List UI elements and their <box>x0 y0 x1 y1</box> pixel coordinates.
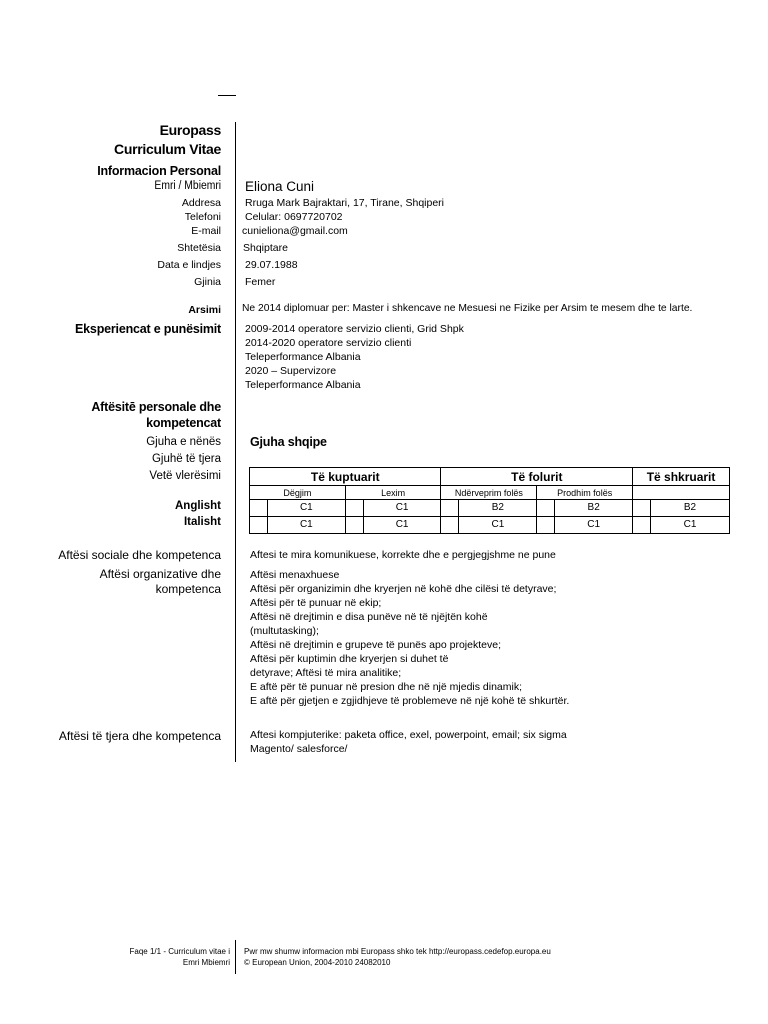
label-birthdate: Data e lindjes <box>157 259 221 271</box>
language-name: Italisht <box>183 516 221 528</box>
level-code-cell <box>345 517 363 534</box>
organizational-line: Aftësi për organizimin dhe kryerjen në kohë dhe cilësi të detyrave; <box>250 583 557 595</box>
level-cell: C1 <box>267 517 345 534</box>
level-cell: C1 <box>363 500 441 517</box>
language-name: Anglisht <box>175 500 221 512</box>
level-cell: C1 <box>267 500 345 517</box>
other-skills-line: Magento/ salesforce/ <box>250 743 348 755</box>
footer-page-info: Faqe 1/1 - Curriculum vitae i <box>129 947 230 956</box>
experience-line: 2014-2020 operatore servizio clienti <box>245 337 412 349</box>
value-social-skills: Aftesi te mira komunikuese, korrekte dhe e pergjegjshme ne pune <box>250 549 556 561</box>
level-code-cell <box>345 500 363 517</box>
organizational-line: Aftësi në drejtimin e grupeve të punës apo projekteve; <box>250 639 501 651</box>
header-understanding: Të kuptuarit <box>250 468 441 486</box>
subheader-reading: Lexim <box>345 486 441 500</box>
footer-right <box>244 947 551 968</box>
label-gender: Gjinia <box>194 276 221 288</box>
organizational-line: detyrave; Aftësi të mira analitike; <box>250 667 402 679</box>
label-citizenship: Shtetësia <box>177 242 221 254</box>
experience-line: Teleperformance Albania <box>245 379 361 391</box>
value-education: Ne 2014 diplomuar per: Master i shkencave ne Mesuesi ne Fizike per Arsim te mesem dhe te larte. <box>242 303 693 314</box>
subheader-interaction: Ndërveprim folës <box>441 486 537 500</box>
section-personal-info: Informacion Personal <box>97 164 221 178</box>
experience-line: 2009-2014 operatore servizio clienti, Grid Shpk <box>245 323 464 335</box>
experience-line: Teleperformance Albania <box>245 351 361 363</box>
label-social-skills: Aftësi sociale dhe kompetenca <box>58 548 221 562</box>
level-cell: B2 <box>651 500 730 517</box>
label-name: Emri / Mbiemri <box>154 180 221 192</box>
label-mother-tongue: Gjuha e nënës <box>146 436 221 448</box>
label-self-assessment: Vetë vlerësimi <box>149 470 221 482</box>
level-cell: C1 <box>651 517 730 534</box>
label-organizational: Aftësi organizative dhe <box>99 567 221 581</box>
experience-line: 2020 – Supervizore <box>245 365 337 377</box>
subheader-production: Prodhim folës <box>537 486 633 500</box>
value-birthdate: 29.07.1988 <box>245 259 298 271</box>
level-code-cell <box>537 517 555 534</box>
footer-left <box>130 947 230 968</box>
organizational-line: Aftësi për të punuar në ekip; <box>250 597 382 609</box>
other-skills-line: Aftesi kompjuterike: paketa office, exel, powerpoint, email; six sigma <box>250 729 567 741</box>
footer-name: Emri Mbiemri <box>182 957 230 967</box>
label-education: Arsimi <box>188 304 221 316</box>
organizational-line: Aftësi për kuptimin dhe kryerjen si duhet të <box>250 653 449 665</box>
level-code-cell <box>441 500 459 517</box>
table-row <box>250 517 730 534</box>
value-name: Eliona Cuni <box>245 179 315 194</box>
label-address: Addresa <box>181 197 221 209</box>
organizational-line: E aftë për të punuar në presion dhe në një mjedis dinamik; <box>250 681 523 693</box>
europass-title: Europass <box>159 122 221 138</box>
value-email[interactable]: cunieliona@gmail.com <box>242 225 348 237</box>
level-code-cell <box>633 500 651 517</box>
level-cell: C1 <box>555 517 633 534</box>
organizational-line: Aftësi menaxhuese <box>250 569 340 581</box>
value-mother-tongue: Gjuha shqipe <box>250 435 327 449</box>
label-other-languages: Gjuhë të tjera <box>151 453 221 465</box>
level-code-cell <box>537 500 555 517</box>
label-phone: Telefoni <box>184 211 221 223</box>
language-table <box>249 467 730 534</box>
organizational-line: Aftësi në drejtimin e disa punëve në të njëjtën kohë <box>250 611 488 623</box>
value-address: Rruga Mark Bajraktari, 17, Tirane, Shqiperi <box>245 197 445 209</box>
section-skills-title-2: kompetencat <box>146 416 221 430</box>
value-phone: Celular: 0697720702 <box>245 211 343 223</box>
organizational-line: (multutasking); <box>250 625 319 637</box>
value-gender: Femer <box>245 276 276 288</box>
organizational-line: E aftë për gjetjen e zgjidhjeve të problemeve në një kohë të shkurtër. <box>250 695 570 707</box>
section-skills-title: Aftësitē personale dhe <box>91 400 221 414</box>
top-dash <box>218 95 236 96</box>
level-cell: B2 <box>459 500 537 517</box>
subheader-listening: Dëgjim <box>250 486 346 500</box>
subheader-writing-empty <box>633 486 730 500</box>
label-other-skills: Aftësi të tjera dhe kompetenca <box>58 729 221 743</box>
level-cell: C1 <box>459 517 537 534</box>
value-citizenship: Shqiptare <box>243 242 288 254</box>
table-row <box>250 500 730 517</box>
level-cell: B2 <box>555 500 633 517</box>
label-organizational-2: kompetenca <box>155 582 221 596</box>
label-experience: Eksperiencat e punësimit <box>75 322 221 336</box>
main-divider-line <box>235 122 236 762</box>
footer-divider-line <box>235 940 236 974</box>
level-code-cell <box>250 500 268 517</box>
level-code-cell <box>633 517 651 534</box>
level-cell: C1 <box>363 517 441 534</box>
header-writing: Të shkruarit <box>633 468 730 486</box>
cv-title: Curriculum Vitae <box>114 141 221 157</box>
label-email: E-mail <box>191 225 221 237</box>
level-code-cell <box>441 517 459 534</box>
header-speaking: Të folurit <box>441 468 633 486</box>
footer-europass-link[interactable]: Pwr mw shumw informacion mbi Europass shko tek http://europass.cedefop.europa.eu <box>244 947 551 956</box>
level-code-cell <box>250 517 268 534</box>
footer-copyright: © European Union, 2004-2010 24082010 <box>244 957 391 967</box>
